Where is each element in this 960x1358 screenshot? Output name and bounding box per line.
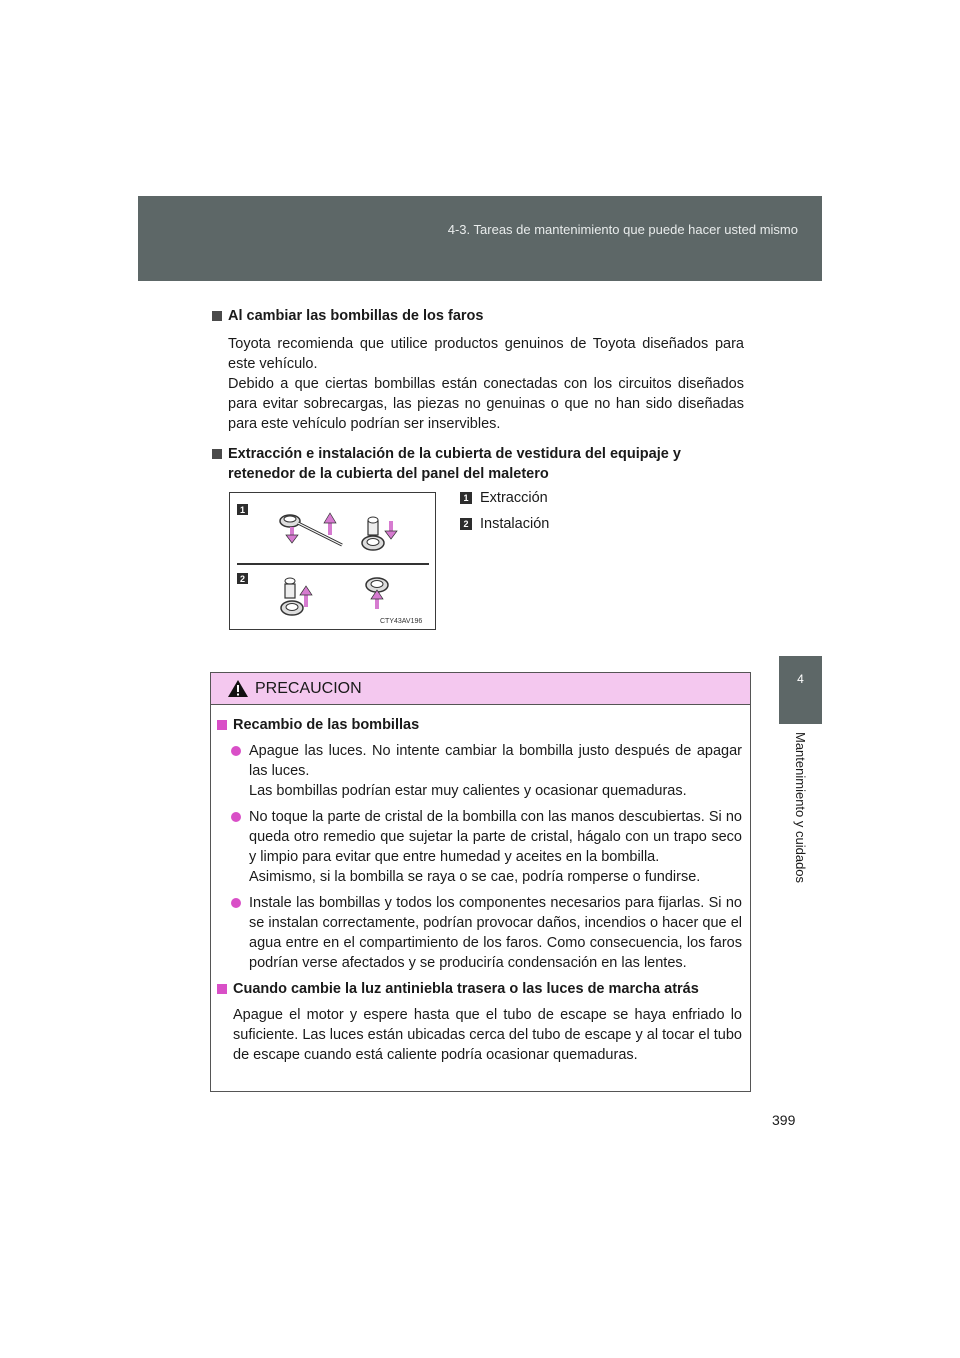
bullet-text: Asimismo, si la bombilla se raya o se cae, podría romperse o fundirse. [249, 869, 701, 885]
removal-clip [362, 517, 397, 550]
figure-legend [460, 488, 549, 540]
section-heading [212, 306, 744, 326]
legend-label: Extracción [480, 490, 548, 506]
legend-item [460, 488, 549, 508]
install-clip [281, 578, 312, 615]
square-bullet-icon [212, 311, 222, 321]
clip-illustration [229, 492, 436, 630]
heading-text: Recambio de las bombillas [233, 717, 420, 733]
round-bullet-icon [231, 746, 241, 756]
chapter-tab-number: 4 [779, 656, 822, 724]
caution-paragraph: Apague el motor y espere hasta que el tubo de escape se haya enfriado lo suficiente. Las luces están ubicadas cerca del tubo de escape y al tocar el tubo de escape cuando está caliente podría ocasionar quemaduras. [233, 1007, 742, 1063]
clip-diagram [230, 493, 435, 629]
figure-code: CTY43AV196 [380, 618, 423, 625]
caution-box [210, 672, 751, 1092]
step-1-marker-text: 1 [239, 505, 246, 515]
square-bullet-icon [212, 449, 222, 459]
caution-bullet [217, 741, 742, 801]
main-content [212, 306, 744, 492]
section-heading [212, 444, 744, 484]
installed-clip [366, 578, 388, 609]
round-bullet-icon [231, 898, 241, 908]
caution-header [211, 673, 750, 705]
square-bullet-icon [217, 984, 227, 994]
paragraph: Toyota recomienda que utilice productos genuinos de Toyota diseñados para este vehículo. [228, 336, 744, 372]
heading-text: Al cambiar las bombillas de los faros [228, 308, 484, 324]
caution-bullet [217, 807, 742, 887]
bullet-text: Las bombillas podrían estar muy calientes y ocasionar quemaduras. [249, 783, 687, 799]
legend-label: Instalación [480, 516, 550, 532]
caution-bullet [217, 893, 742, 973]
legend-number: 2 [460, 518, 472, 530]
section-title: 4-3. Tareas de mantenimiento que puede hacer usted mismo [447, 222, 798, 237]
removal-clip-tool [280, 513, 342, 545]
heading-text: Extracción e instalación de la cubierta de vestidura del equipaje y retenedor de la cubierta del panel del maletero [228, 446, 681, 482]
bullet-text: No toque la parte de cristal de la bombilla con las manos descubiertas. Si no queda otro remedio que sujetar la parte de cristal, hágalo con un trapo seco y limpio para evitar que entre humedad y aceites en la bombilla. [249, 809, 742, 865]
caution-heading [217, 979, 742, 999]
page-number: 399 [772, 1112, 796, 1128]
bullet-text: Instale las bombillas y todos los componentes necesarios para fijarlas. Si no se instalan correctamente, podrían provocar daños, incendios o hacer que el agua entre en el compartimiento de los faros. Como consecuencia, los faros podrían verse afectados y se produciría condensación en las lentes. [249, 895, 742, 971]
chapter-tab-label [779, 724, 822, 904]
heading-text: Cuando cambie la luz antiniebla trasera o las luces de marcha atrás [233, 981, 699, 997]
caution-heading [217, 715, 742, 735]
bullet-text: Apague las luces. No intente cambiar la bombilla justo después de apagar las luces. [249, 743, 742, 779]
paragraph: Debido a que ciertas bombillas están conectadas con los circuitos diseñados para evitar sobrecargas, las piezas no genuinas o que no han sido diseñadas para este vehículo podrían ser inservibles. [228, 376, 744, 432]
chapter-tab-text: Mantenimiento y cuidados [793, 732, 808, 884]
chapter-header [138, 196, 822, 281]
legend-number: 1 [460, 492, 472, 504]
round-bullet-icon [231, 812, 241, 822]
square-bullet-icon [217, 720, 227, 730]
caution-title: PRECAUCION [255, 679, 362, 697]
legend-item [460, 514, 549, 534]
step-2-marker-text: 2 [239, 574, 246, 584]
warning-triangle-icon [227, 679, 249, 698]
caution-body [211, 705, 750, 1065]
